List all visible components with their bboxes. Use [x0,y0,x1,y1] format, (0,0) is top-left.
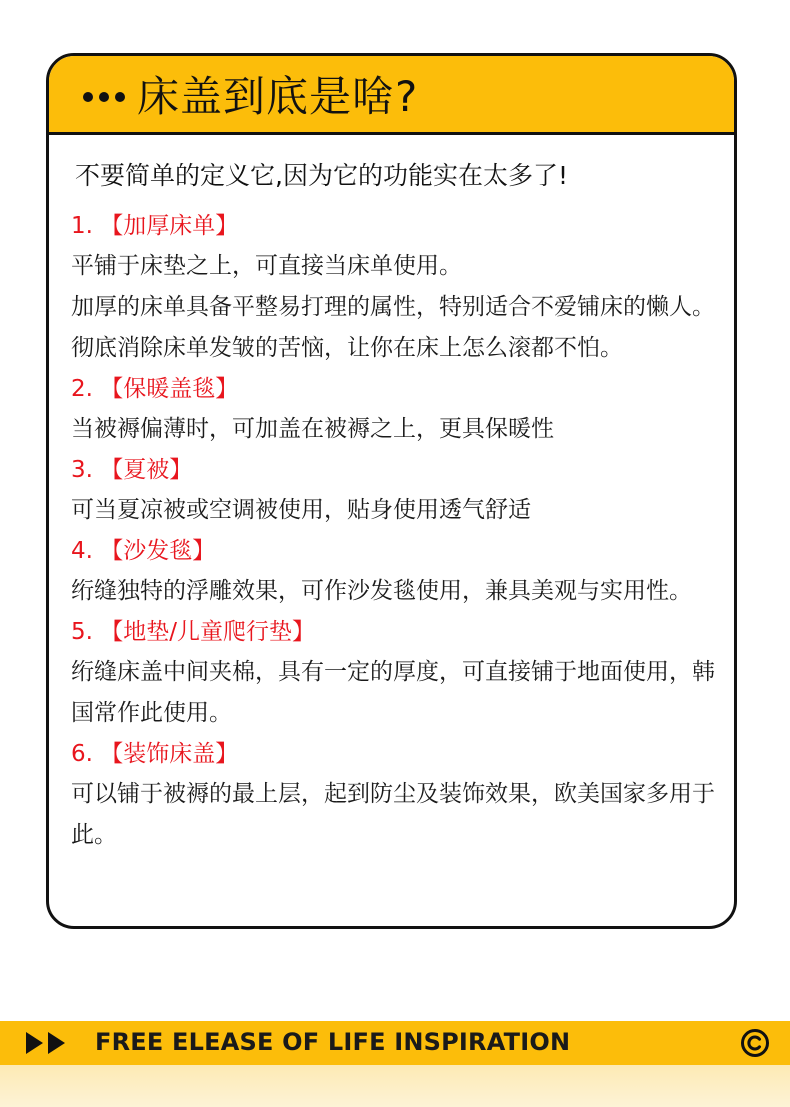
item-heading: 4. 【沙发毯】 [71,538,216,564]
item-body [71,246,724,369]
footer-slogan: FREE ELEASE OF LIFE INSPIRATION [95,1028,571,1056]
item-paragraph: 绗缝床盖中间夹棉，具有一定的厚度，可直接铺于地面使用，韩国常作此使用。 [71,659,715,726]
card-header [49,56,734,135]
card-title: 床盖到底是啥? [137,72,419,121]
item-paragraph: 当被褥偏薄时，可加盖在被褥之上，更具保暖性 [71,416,554,442]
item-heading: 1. 【加厚床单】 [71,213,239,239]
footer-band [0,1021,790,1065]
item-heading: 6. 【装饰床盖】 [71,741,239,767]
item-paragraph: 可以铺于被褥的最上层，起到防尘及装饰效果，欧美国家多用于此。 [71,781,715,848]
item-paragraph: 平铺于床垫之上，可直接当床单使用。 [71,253,462,279]
item-heading: 3. 【夏被】 [71,457,193,483]
item-heading: 5. 【地垫/儿童爬行垫】 [71,619,316,645]
copyright-icon [740,1028,770,1058]
item-body [71,409,724,450]
item-body [71,652,724,734]
item-body [71,774,724,856]
item-body [71,490,724,531]
item-heading: 2. 【保暖盖毯】 [71,376,239,402]
item-body [71,571,724,612]
info-card [46,53,737,929]
ellipsis-dots-icon [83,92,125,102]
item-paragraph: 绗缝独特的浮雕效果，可作沙发毯使用，兼具美观与实用性。 [71,578,692,604]
bottom-gradient-strip [0,1065,790,1107]
double-play-arrow-icon [26,1032,68,1054]
item-list [71,206,724,856]
item-paragraph: 可当夏凉被或空调被使用，贴身使用透气舒适 [71,497,531,523]
item-paragraph: 加厚的床单具备平整易打理的属性，特别适合不爱铺床的懒人。彻底消除床单发皱的苦恼，让你在床上怎么滚都不怕。 [71,294,715,361]
intro-text: 不要简单的定义它,因为它的功能实在太多了! [75,161,568,190]
